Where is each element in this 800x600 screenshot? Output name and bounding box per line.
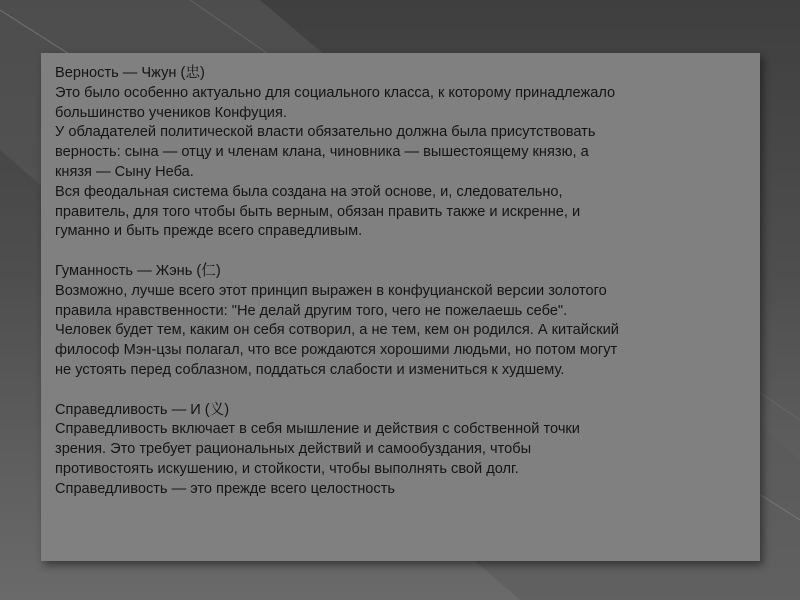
section-loyalty	[55, 64, 755, 242]
paragraph-line: философ Мэн-цзы полагал, что все рождаются хорошими людьми, но потом могут	[55, 342, 618, 359]
paragraph-line: Вся феодальная система была создана на этой основе, и, следовательно,	[55, 183, 563, 200]
paragraph-line: правитель, для того чтобы быть верным, обязан править также и искренне, и	[55, 203, 581, 220]
paragraph-line: зрения. Это требует рациональных действий и самообуздания, чтобы	[55, 441, 532, 458]
section-justice	[55, 401, 755, 500]
paragraph-line: Справедливость включает в себя мышление и действия с собственной точки	[55, 421, 580, 438]
paragraph-line: Справедливость — это прежде всего целостность	[55, 480, 396, 497]
paragraph-line: правила нравственности: "Не делай другим того, чего не пожелаешь себе".	[55, 302, 568, 319]
paragraph-line: верность: сына — отцу и членам клана, чиновника — вышестоящему князю, а	[55, 144, 589, 161]
section-humanity	[55, 262, 755, 381]
slide-content	[55, 64, 755, 500]
paragraph-line: У обладателей политической власти обязательно должна была присутствовать	[55, 124, 596, 141]
paragraph-line: большинство учеников Конфуция.	[55, 104, 287, 121]
paragraph-line: князя — Сыну Неба.	[55, 163, 194, 180]
paragraph-line: Возможно, лучше всего этот принцип выражен в конфуцианской версии золотого	[55, 282, 607, 299]
paragraph-line: не устоять перед соблазном, поддаться слабости и измениться к худшему.	[55, 361, 565, 378]
section-heading-loyalty: Верность — Чжун (忠)	[55, 65, 205, 81]
section-heading-justice: Справедливость — И (义)	[55, 401, 230, 418]
section-heading-humanity: Гуманность — Жэнь (仁)	[55, 262, 221, 279]
paragraph-line: Человек будет тем, каким он себя сотворил, а не тем, кем он родился. А китайский	[55, 322, 619, 339]
paragraph-line: противостоять искушению, и стойкости, чтобы выполнять свой долг.	[55, 460, 519, 477]
paragraph-line: Это было особенно актуально для социального класса, к которому принадлежало	[55, 84, 616, 101]
paragraph-line: гуманно и быть прежде всего справедливым.	[55, 223, 363, 240]
